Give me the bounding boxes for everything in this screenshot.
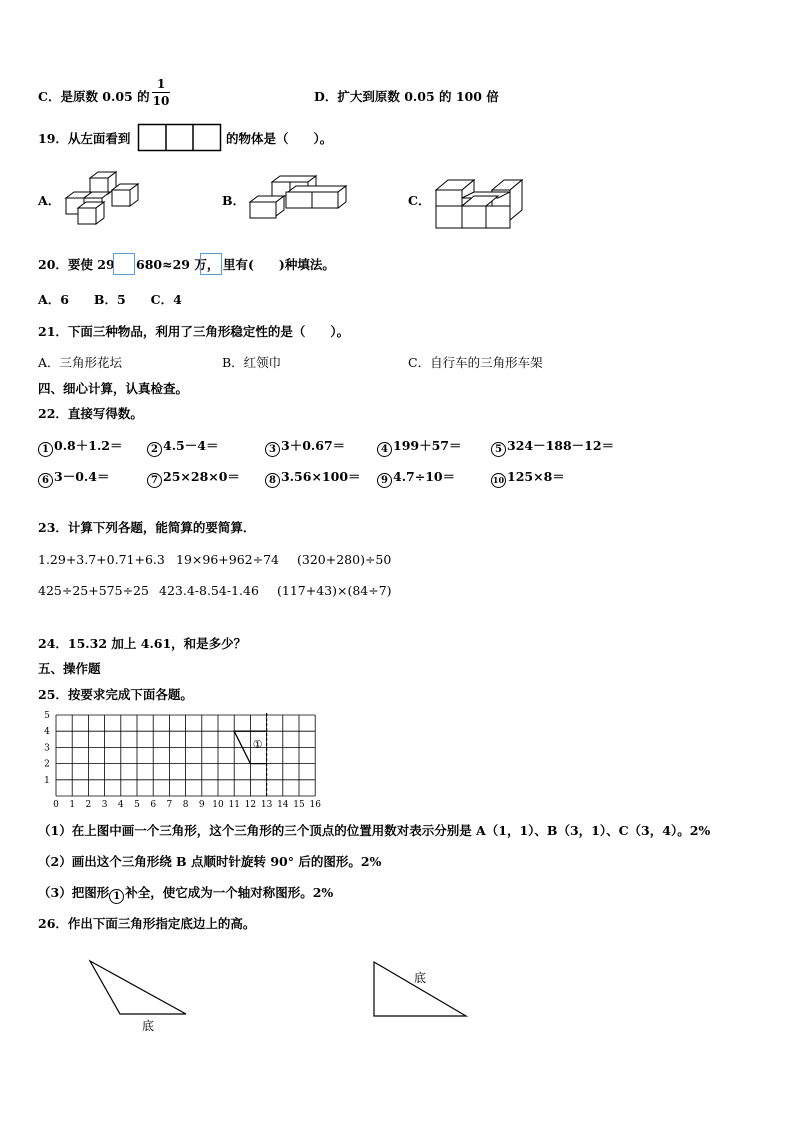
- q22-item-4: [377, 438, 462, 457]
- triangle-2-base-label: 底: [414, 971, 427, 985]
- q26-stem: 26．作出下面三角形指定底边上的高。: [38, 916, 256, 931]
- section-4-heading: 四、细心计算，认真检查。: [38, 381, 189, 396]
- x-tick-label: 1: [69, 800, 76, 810]
- x-tick-label: 13: [260, 800, 273, 810]
- x-tick-label: 16: [309, 800, 321, 810]
- q22-item-expression: 125×8＝: [507, 469, 565, 484]
- q22-item-expression: 0.8＋1.2＝: [54, 438, 123, 453]
- q22-item-number: 2: [147, 442, 162, 457]
- q22-item-1: [38, 438, 123, 457]
- q18-option-c: C．是原数 0.05 的: [38, 89, 150, 104]
- y-tick-label: 5: [44, 711, 50, 721]
- q19-option-a: A．: [38, 193, 61, 208]
- figure-one-label: ①: [252, 738, 263, 752]
- q23-item-3: (320+280)÷50: [297, 552, 392, 567]
- x-tick-label: 12: [244, 800, 257, 810]
- x-tick-label: 9: [198, 800, 205, 810]
- q22-item-number: 8: [265, 473, 280, 488]
- y-tick-label: 3: [44, 743, 50, 754]
- q23-item-2: 19×96+962÷74: [176, 552, 279, 567]
- x-tick-label: 3: [101, 800, 108, 810]
- q21-stem: 21．下面三种物品，利用了三角形稳定性的是（ ）。: [38, 324, 350, 339]
- x-tick-label: 7: [166, 800, 173, 810]
- q21-option-c: C．自行车的三角形车架: [408, 355, 543, 370]
- x-tick-label: 4: [117, 800, 124, 810]
- q22-item-2: [147, 438, 218, 457]
- q22-item-6: [38, 469, 109, 488]
- q25-part-2: （2）画出这个三角形绕 B 点顺时针旋转 90° 后的图形。2%: [38, 854, 382, 869]
- cube-figure-b: [248, 174, 348, 226]
- q22-item-8: [265, 469, 361, 488]
- q21-option-b: B．红领巾: [222, 355, 282, 370]
- q22-item-5: [491, 438, 614, 457]
- q22-item-expression: 3.56×100＝: [281, 469, 361, 484]
- q25-stem: 25．按要求完成下面各题。: [38, 687, 193, 702]
- q25-part-3: [38, 885, 333, 904]
- q22-item-9: [377, 469, 455, 488]
- q25-part-3-start: （3）把图形: [38, 885, 110, 900]
- q22-item-number: 6: [38, 473, 53, 488]
- cube-figure-a: [64, 170, 146, 228]
- q22-item-expression: 25×28×0＝: [163, 469, 240, 484]
- q18-option-d: D．扩大到原数 0.05 的 100 倍: [314, 89, 499, 104]
- q23-stem: 23．计算下列各题，能简算的要简算．: [38, 520, 256, 535]
- q22-stem: 22．直接写得数。: [38, 406, 143, 421]
- fraction-denominator: 10: [152, 94, 170, 108]
- q23-item-4: 425÷25+575÷25: [38, 583, 149, 598]
- q19-stem-start: 19．从左面看到: [38, 131, 131, 146]
- q22-item-10: [491, 469, 565, 488]
- y-tick-label: 4: [44, 727, 50, 738]
- figure-one-marker: 1: [109, 889, 124, 904]
- x-tick-label: 14: [277, 800, 289, 810]
- q22-item-number: 9: [377, 473, 392, 488]
- x-tick-label: 0: [53, 800, 59, 810]
- q22-item-number: 1: [38, 442, 53, 457]
- coordinate-grid[interactable]: [36, 712, 326, 812]
- x-tick-label: 10: [212, 800, 224, 810]
- triangle-1[interactable]: [88, 958, 190, 1022]
- q24-stem: 24．15.32 加上 4.61，和是多少？: [38, 636, 247, 651]
- q20-text-3: 里有( )种填法。: [223, 257, 335, 272]
- q22-item-3: [265, 438, 345, 457]
- cube-figure-c: [434, 176, 526, 230]
- q22-item-expression: 199＋57＝: [393, 438, 462, 453]
- triangle-1-base-label: 底: [142, 1019, 155, 1033]
- q20-text-1: 20．要使 29: [38, 257, 115, 272]
- x-tick-label: 5: [134, 800, 140, 810]
- triangle-2[interactable]: [372, 960, 470, 1020]
- q25-part-3-end: 补全，使它成为一个轴对称图形。2%: [125, 885, 334, 900]
- section-5-heading: 五、操作题: [38, 661, 101, 676]
- q22-item-expression: 4.7÷10＝: [393, 469, 456, 484]
- x-tick-label: 8: [182, 800, 189, 810]
- q25-part-1: （1）在上图中画一个三角形，这个三角形的三个顶点的位置用数对表示分别是 A（1，1）、B（3，1）、C（3，4）。2%: [38, 823, 711, 838]
- q20-text-2: 680≈29 万，: [136, 257, 220, 272]
- left-view-figure: [138, 124, 222, 152]
- q22-item-expression: 3＋0.67＝: [281, 438, 346, 453]
- q22-item-expression: 324－188－12＝: [507, 438, 615, 453]
- q22-item-expression: 4.5－4＝: [163, 438, 219, 453]
- q20-blank-box-2[interactable]: [200, 253, 222, 275]
- y-tick-label: 2: [44, 759, 50, 770]
- q20-blank-box-1[interactable]: [113, 253, 135, 275]
- q22-item-number: 4: [377, 442, 392, 457]
- q22-item-number: 10: [491, 473, 506, 488]
- x-tick-label: 2: [85, 800, 92, 810]
- q23-item-5: 423.4-8.54-1.46: [159, 583, 259, 598]
- q22-item-expression: 3－0.4＝: [54, 469, 110, 484]
- fraction-one-tenth: [152, 77, 170, 108]
- x-tick-label: 6: [150, 800, 157, 810]
- q20-options: A．6 B．5 C．4: [38, 292, 182, 307]
- q19-option-c: C．: [408, 193, 431, 208]
- q22-item-number: 3: [265, 442, 280, 457]
- x-tick-label: 11: [228, 800, 240, 810]
- y-tick-label: 1: [44, 775, 50, 786]
- fraction-numerator: 1: [156, 77, 166, 91]
- q22-item-7: [147, 469, 240, 488]
- q21-option-a: A．三角形花坛: [38, 355, 123, 370]
- q22-item-number: 7: [147, 473, 162, 488]
- q23-item-1: 1.29+3.7+0.71+6.3: [38, 552, 165, 567]
- q23-item-6: (117+43)×(84÷7): [277, 583, 392, 598]
- q22-item-number: 5: [491, 442, 506, 457]
- x-tick-label: 15: [293, 800, 305, 810]
- q19-stem-end: 的物体是（ ）。: [226, 131, 333, 146]
- q19-option-b: B．: [222, 193, 246, 208]
